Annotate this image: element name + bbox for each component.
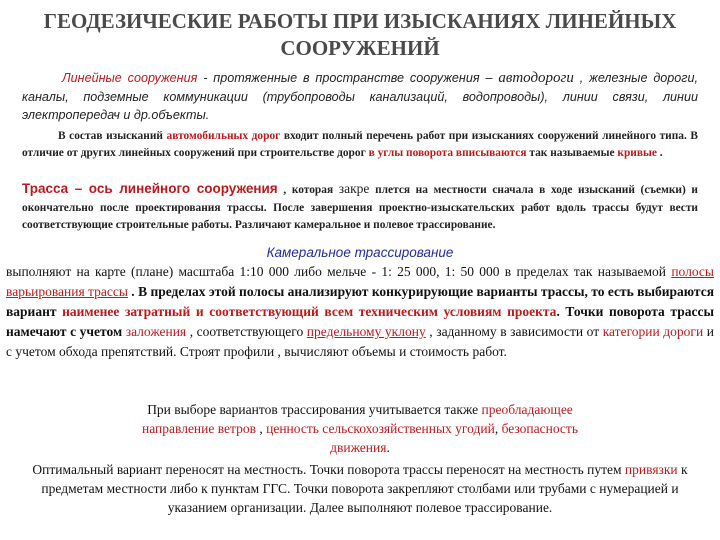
p4-text-2: . В пределах этой полосы анализируют конкурирующие варианты трассы, то есть выбираются вариант [6, 284, 715, 319]
paragraph-linear-structures [22, 69, 698, 125]
p6-text-2: к предметам местности либо к пунктам ГГС. Точки поворота закрепляют столбами или трубами с нумерацией и указанием организации. Далее выполняют полевое трассирование. [41, 462, 688, 515]
term-automobile-roads: автомобильных дорог [166, 130, 281, 142]
p5-text-2: , [255, 421, 267, 436]
subheading-office-tracing: Камеральное трассирование [266, 245, 454, 260]
p4-text-1: выполняют на карте (плане) масштаба 1:10 000 либо мельче - 1: 25 000, 1: 50 000 в пределах так называемой [6, 264, 672, 279]
term-roads: автодороги [498, 70, 574, 86]
term-farmland-value: ценность сельскохозяйственных угодий [266, 421, 495, 436]
term-max-slope: предельному уклону [306, 324, 426, 339]
p2-text-3: так называемые [526, 146, 618, 159]
term-traffic-safety: безопасность движения [330, 421, 578, 455]
paragraph-office-tracing [6, 262, 714, 362]
term-variation-strip: полосы варьирования трассы [6, 264, 714, 299]
p3-text-1: , которая [277, 184, 339, 196]
paragraph-route-definition [22, 180, 698, 235]
p4-text-5: , заданному в зависимости от [425, 324, 603, 339]
term-curves: кривые [617, 146, 657, 159]
term-prevailing-winds: преобладающее направление ветров [142, 402, 573, 436]
p2-text-4: . [656, 146, 663, 159]
p4-text-4: , соответствующего [186, 324, 307, 339]
paragraph-tracing-factors [120, 400, 600, 457]
p1-text-1: - протяженные в пространстве сооружения – [197, 71, 499, 85]
p5-text-1: При выборе вариантов трассирования учитывается также [147, 402, 482, 417]
paragraph-field-transfer [20, 460, 700, 517]
p2-text-2: входит полный перечень работ при изысканиях сооружений линейного типа. В отличие от других линейных сооружений при строительстве дорог [22, 130, 698, 159]
term-route-axis: Трасса – ось линейного сооружения [22, 181, 278, 196]
term-linear-structures: Линейные сооружения [62, 71, 198, 85]
p2-text-1: В состав изысканий [58, 130, 167, 142]
term-referencing: привязки [624, 462, 678, 477]
term-least-costly: наименее затратный и соответствующий всем техническим условиям проекта [62, 304, 557, 319]
p5-text-4: . [386, 440, 390, 455]
term-road-category: категории дороги [602, 324, 704, 339]
term-turning-angles: в углы поворота вписываются [368, 146, 527, 159]
p4-text-6: и с учетом обхода препятствий. Строят профили , вычисляют объемы и стоимость работ. [6, 324, 714, 359]
p1-text-2: , железные дороги, каналы, подземные коммуникации (трубопроводы канализаций, водопроводы), линии связи, линии электропередач и др.объекты. [22, 71, 699, 122]
p3-text-2: плется на местности сначала в ходе изысканий (съемки) и окончательно после проектирования трассы. После завершения проектно-изыскательских работ вдоль трассы будут вести соответствующие строительные работы. Различают камеральное и полевое трассирование. [22, 184, 698, 231]
p5-text-3: , [494, 421, 502, 436]
term-gradient-distance: заложения [125, 324, 187, 339]
paragraph-road-surveys [22, 128, 698, 161]
p6-text-1: Оптимальный вариант переносят на местность. Точки поворота трассы переносят на местность путем [32, 462, 625, 477]
p3-text-big: закре [338, 181, 370, 196]
slide-title: ГЕОДЕЗИЧЕСКИЕ РАБОТЫ ПРИ ИЗЫСКАНИЯХ ЛИНЕЙНЫХ СООРУЖЕНИЙ [43, 9, 677, 60]
p4-text-3: . Точки поворота трассы намечают с учетом [6, 304, 714, 339]
